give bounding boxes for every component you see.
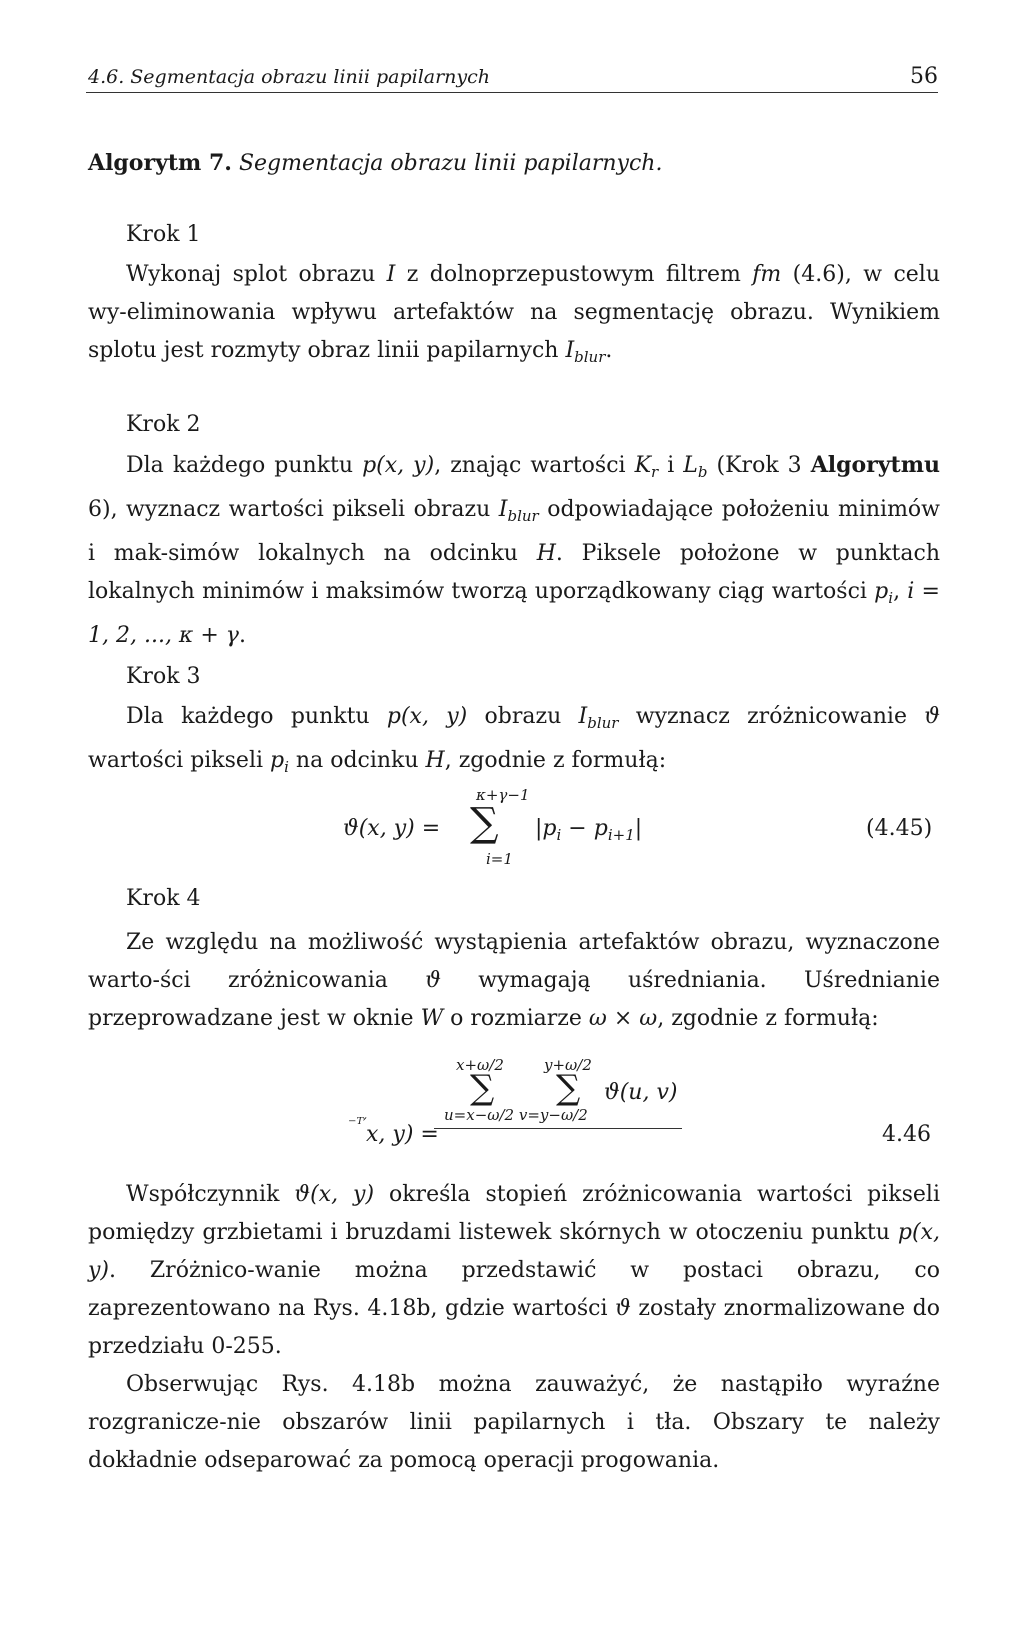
step2-text-d: (Krok 3: [707, 453, 811, 478]
equation-number: (4.45): [866, 816, 933, 841]
step2-text-c: i: [658, 453, 684, 478]
var-p: p(x, y): [362, 453, 435, 478]
summation-sign-u: ∑: [470, 1068, 495, 1108]
p1-a: Współczynnik: [126, 1182, 295, 1207]
step4-text-b: wymagają uśredniania. Uśrednianie przeprowadzane jest w oknie: [88, 968, 940, 1031]
var-K: K: [634, 453, 652, 478]
window-size: ω × ω: [588, 1006, 658, 1031]
var-L: L: [683, 453, 698, 478]
summation-sign: ∑: [470, 800, 499, 846]
var-p: p(x, y): [386, 704, 468, 729]
step3-text-d: wartości pikseli: [88, 748, 271, 773]
var-theta: ϑ: [924, 704, 940, 729]
step2-text-e: 6), wyznacz wartości pikseli obrazu: [88, 497, 499, 522]
step4-text-c: o rozmiarze: [443, 1006, 589, 1031]
equation-lhs: x, y) =: [366, 1122, 439, 1147]
var-Iblur: I: [565, 338, 575, 363]
equation-4-46: [0, 1056, 1024, 1156]
step1-text-a: Wykonaj splot obrazu: [126, 262, 387, 287]
p1-d: zostały znormalizowane do przedziału 0-255.: [88, 1296, 940, 1359]
step1-text-b: z dolnoprzepustowym filtrem: [395, 262, 753, 287]
var-theta-xy: ϑ(x, y): [294, 1182, 375, 1207]
step2-text-h: ,: [893, 579, 908, 604]
var-H: H: [425, 748, 445, 773]
step1-text-c: (4.6), w celu wy-eliminowania wpływu artefaktów na segmentację obrazu. Wynikiem splotu jest rozmyty obraz linii papilarnych: [88, 262, 941, 363]
paragraph-coefficient: [88, 1176, 940, 1366]
fraction-bar: [434, 1128, 682, 1129]
sum-upper-limit: κ+γ−1: [476, 786, 530, 804]
step4-text-d: , zgodnie z formułą:: [657, 1006, 879, 1031]
step2-text-g: . Piksele położone w punktach lokalnych minimów i maksimów tworzą uporządkowany ciąg wartości: [88, 541, 940, 604]
step1-end: .: [605, 338, 613, 363]
algorithm-heading: [88, 144, 940, 183]
var-L-sub: b: [697, 463, 708, 481]
var-Iblur: I: [578, 704, 588, 729]
algorithm-title: Segmentacja obrazu linii papilarnych.: [238, 151, 663, 176]
sub-i1: i+1: [607, 826, 635, 844]
step3-text-e: na odcinku: [288, 748, 426, 773]
algorithm-ref: Algorytmu: [810, 452, 940, 478]
step1-title: Krok 1: [126, 222, 201, 247]
lhs-glyph: ⁻ᵀ′: [348, 1114, 367, 1133]
paragraph-observation: Obserwując Rys. 4.18b można zauważyć, że nastąpiło wyraźne rozgranicze-nie obszarów linii papilarnych i tła. Obszary te należy dokładnie odseparować za pomocą operacji progowania.: [88, 1372, 940, 1473]
equation-4-45: [0, 786, 1024, 866]
algorithm-label: Algorytm 7.: [88, 150, 232, 176]
equation-number: 4.46: [882, 1122, 931, 1147]
sum-upper-limit-y: y+ω/2: [544, 1056, 592, 1074]
var-pi-sub: i: [284, 758, 289, 776]
var-H: H: [536, 541, 556, 566]
var-W: W: [420, 1006, 444, 1031]
step3-text-c: wyznacz zróżnicowanie: [618, 704, 925, 729]
var-I: I: [386, 262, 396, 287]
sum-upper-limit-x: x+ω/2: [456, 1056, 504, 1074]
p1-c: . Zróżnico-wanie można przedstawić w postaci obrazu, co zaprezentowano na Rys. 4.18b, gdzie wartości: [88, 1258, 940, 1321]
summation-sign-v: ∑: [556, 1068, 581, 1108]
step2-text-b: , znając wartości: [434, 453, 635, 478]
abs-open: |p: [535, 816, 557, 841]
equation-lhs: ϑ(x, y) =: [343, 816, 441, 841]
sum-lower-limits: u=x−ω/2 v=y−ω/2: [444, 1106, 588, 1124]
step4-title: Krok 4: [126, 886, 201, 911]
var-theta: ϑ: [425, 968, 441, 993]
var-fm: fm: [752, 262, 782, 287]
step3-text-f: , zgodnie z formułą:: [444, 748, 667, 773]
step4-text-a: Ze względu na możliwość wystąpienia artefaktów obrazu, wyznaczone warto-ści zróżnicowania: [88, 930, 940, 993]
var-pi: p: [270, 748, 285, 773]
var-K-sub: r: [651, 463, 659, 481]
step2-text: [88, 446, 940, 655]
step3-text: [88, 698, 940, 786]
sequence-range: i = 1, 2, ..., κ + γ: [88, 579, 940, 648]
step2-text-a: Dla każdego punktu: [126, 453, 363, 478]
var-Iblur: I: [498, 497, 508, 522]
var-pi: p: [874, 579, 889, 604]
abs-close: |: [634, 816, 643, 841]
step2-text-f: odpowiadające położeniu minimów i mak-simów lokalnych na odcinku: [88, 497, 941, 566]
var-Iblur-sub: blur: [507, 507, 539, 525]
step4-text: [88, 924, 940, 1038]
step3-title: Krok 3: [126, 664, 201, 689]
minus-p: − p: [561, 816, 608, 841]
p1-b: określa stopień zróżnicowania wartości pikseli pomiędzy grzbietami i bruzdami listewek skórnych w otoczeniu punktu: [88, 1182, 941, 1245]
sum-lower-limit: i=1: [486, 850, 513, 868]
var-theta: ϑ: [615, 1296, 631, 1321]
sub-i: i: [556, 826, 562, 844]
header-rule: [86, 92, 938, 93]
var-pi-sub: i: [888, 589, 894, 607]
var-Iblur-sub: blur: [574, 348, 606, 366]
var-p-xy: p(x, y): [88, 1220, 940, 1283]
running-header: 4.6. Segmentacja obrazu linii papilarnych: [88, 66, 491, 88]
step3-text-a: Dla każdego punktu: [126, 704, 387, 729]
equation-body: [535, 816, 642, 844]
page-number: 56: [910, 64, 938, 89]
step2-end: .: [238, 623, 246, 648]
averaged-term: ϑ(u, v): [604, 1080, 678, 1105]
var-Iblur-sub: blur: [587, 714, 619, 732]
step3-text-b: obrazu: [467, 704, 579, 729]
step2-title: Krok 2: [126, 412, 201, 437]
step1-text: [88, 256, 940, 376]
